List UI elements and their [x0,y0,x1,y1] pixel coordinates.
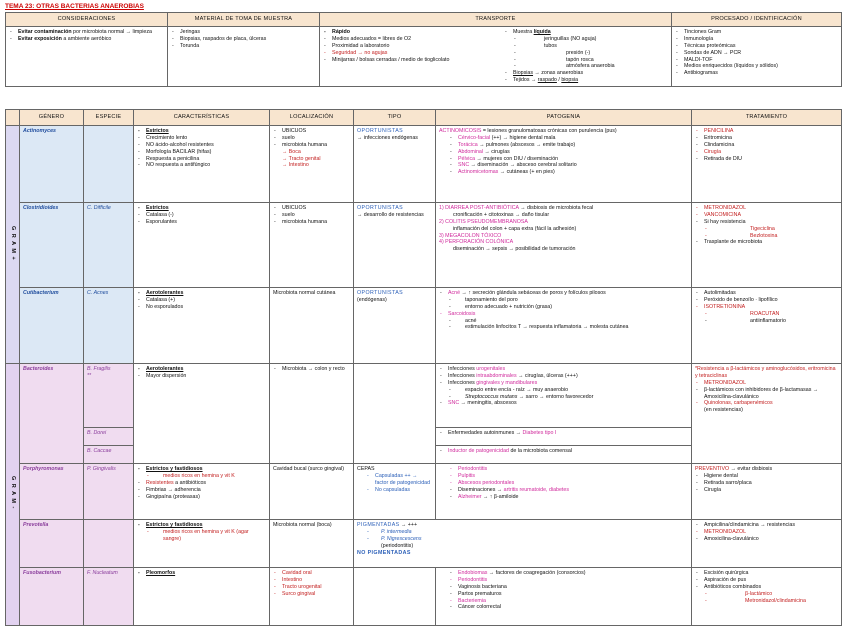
genero-porphyromonas: Porphyromonas [20,464,84,520]
list-item: - METRONIDAZOL [695,380,838,387]
list-item: - Aerotolerantes [137,290,266,297]
procesado-item: - Sondas de ADN → PCR [675,50,838,57]
row-cutibacterium [6,288,842,364]
list-item: - VANCOMICINA [695,212,838,219]
header-patogenia: PATOGENIA [436,110,692,126]
procesado-item: - Inmunología [675,36,838,43]
material-item: - Jeringas [171,29,316,36]
tratamiento-clostridioides [692,203,842,288]
list-item: - UBICUOS [273,128,350,135]
list-item: - Enfermedades autoinmunes → Diabetes tipo I [439,430,688,437]
page-title: TEMA 23: OTRAS BACTERIAS ANAEROBIAS [5,3,144,10]
genero-bacteroides: Bacteroides [20,364,84,464]
header-localizacion: LOCALIZACIÓN [270,110,354,126]
caracteristicas-actinomyces [134,126,270,203]
list-item: - Cirugía [695,487,838,494]
tipo-porphyromonas [354,464,436,520]
text-line: *Resistencia a β-lactámicos y aminoglucósidos, eritromicina y tetraciclinas [695,366,836,379]
list-item: - Crecimiento lento [137,135,266,142]
tipo-cutibacterium [354,288,436,364]
list-item: - Respuesta a penicilina [137,156,266,163]
header-material: MATERIAL DE TOMA DE MUESTRA [168,13,320,27]
text-line: NO PIGMENTADAS [357,549,411,556]
caracteristicas-fusobacterium [134,568,270,626]
tipo-fusobacterium [354,568,436,626]
list-item: - Fimbrias → adherencia [137,487,266,494]
list-item: - Partos prematuros [449,591,688,598]
list-item: - METRONIDAZOL [695,529,838,536]
list-item: - estimulación linfocitos T → respuesta inflamatoria → molesta cutánea [439,324,688,331]
collection-table [5,12,842,87]
text-line: (periodontitis) [381,542,414,549]
list-item: - Eritromicina [695,135,838,142]
patogenia-clostridioides [436,203,692,288]
list-item: - Antibióticos combinados [695,584,838,591]
patogenia-porphyromonas [436,464,692,520]
list-item: - Acné → ↑ secreción glándula sebáceas de poros y folículos pilosos [439,290,688,297]
list-item: - Actinomicetomas → cutáneas (+ en pies) [449,169,688,176]
transporte-item: - Rápido [323,29,498,36]
list-item: - Bacteriemia [449,598,688,605]
localizacion-bacteroides [270,364,354,464]
list-item: - Diseminaciones → artritis reumatoide, diabetes [449,487,688,494]
text-line: → Boca [282,148,301,155]
material-cell [168,27,320,87]
text-line: 4) PERFORACIÓN COLÓNICA [439,239,514,246]
list-item: - Si hay resistencia [695,219,838,226]
tratamiento-cutibacterium [692,288,842,364]
tejidos-item: - Tejidos → raspado / biopsia [504,77,668,84]
list-item: - P. Nigrescescens [357,536,688,543]
list-item: - Pulpitis [449,473,688,480]
text-line: CEPAS [357,466,375,472]
list-item: - PENICILINA [695,128,838,135]
list-item: - NO respuesta a antifúngico [137,162,266,169]
text-line: → infecciones endógenas [357,134,418,141]
tipo-bacteroides [354,364,436,464]
procesado-item: - Tinciones Gram [675,29,838,36]
header-corner [6,110,20,126]
genero-cutibacterium: Cutibacterium [20,288,84,364]
list-item: - suelo [273,135,350,142]
transporte-item: - Seguridad → no agujas [323,50,498,57]
list-item: - Microbiota → colon y recto [273,366,350,373]
list-item: - NO ácido-alcohol resistentes [137,142,266,149]
list-item: - Gingipaína (proteasas) [137,494,266,501]
list-item: - Catalasa (+) [137,297,266,304]
list-item: - Estrictos [137,128,266,135]
text-line: → Tracto genital [282,155,321,162]
header-caracteristicas: CARACTERÍSTICAS [134,110,270,126]
list-item: - Esporulantes [137,219,266,226]
list-item: - espacio entre encía - raíz → muy anaerobio [439,387,688,394]
gram-positive-label: G R A M + [6,126,20,364]
caracteristicas-bacteroides [134,364,270,464]
row-porphyromonas [6,464,842,520]
text-line: OPORTUNISTAS [357,205,404,211]
text-line: (en resistencias) [704,407,743,414]
list-item: - Cavidad oral [273,570,350,577]
list-item: - suelo [273,212,350,219]
list-item: - ISOTRETIONINA [695,304,838,311]
procesado-cell [672,27,842,87]
list-item: - taponamiento del poro [439,297,688,304]
row-clostridioides [6,203,842,288]
list-item: - Capsuladas ++ → factor de patogenicidad [357,473,432,487]
material-item: - Torunda [171,43,316,50]
list-item: - Bezlotoxina [695,233,838,240]
text-line: PREVENTIVO → evitar disbiosis [695,466,773,472]
consideracion-item: - Evitar exposición a ambiente aeróbico [9,36,164,43]
list-item: - Intestino [273,577,350,584]
list-item: - Quinolonas, carbapenémicos [695,400,838,407]
text-line: ** [87,372,92,379]
especie-b-dorei: B. Dorei [84,428,134,446]
tratamiento-fusobacterium [692,568,842,626]
row-actinomyces [6,126,842,203]
list-item: - Higiene dental [695,473,838,480]
list-item: - Alzheimer → ↑ β-amiloide [449,494,688,501]
list-item: - Estrictos y fastidiosos [137,466,266,473]
jeringuillas-item: - jeringuillas (NO aguja) [504,36,668,43]
row-fusobacterium [6,568,842,626]
list-item: - Aerotolerantes [137,366,266,373]
list-item: - microbiota humana [273,219,350,226]
list-item: - medios ricos en hemina y vit K [137,473,266,480]
text-line: OPORTUNISTAS [357,128,404,134]
list-item: - ROACUTAN [695,311,838,318]
text-line: diseminación → sepsis → posibilidad de tumoración [453,246,576,253]
list-item: - Streptococcus mutans → sarro → entorno favorecedor [439,394,688,401]
list-item: - Estrictos [137,205,266,212]
row-prevotella [6,520,842,568]
list-item: - Torácica → pulmones (abscesos → emite trabajo) [449,142,688,149]
caracteristicas-clostridioides [134,203,270,288]
list-item: - Cérvico-facial (++) → higiene dental mala [449,135,688,142]
patogenia-cutibacterium [436,288,692,364]
especie-cutibacterium: C. Acnes [84,288,134,364]
bacteria-table [5,109,842,626]
especie-b-fragilis: B. Fragilis ** [84,364,134,428]
list-item: - Inductor de patogenicidad de la microbiota comensal [439,448,688,455]
list-item: - Cáncer colorrectal [449,604,688,611]
list-item: - Aspiración de pus [695,577,838,584]
header-procesado: PROCESADO / IDENTIFICACIÓN [672,13,842,27]
localizacion-cutibacterium: Microbiota normal cutánea [270,288,354,364]
especie-b-caccae: B. Caccae [84,446,134,464]
transporte-item: - Minijarras / bolsas cerradas / medio de tioglicolato [323,57,498,64]
list-item: - Infecciones intraabdominales → cirugías, úlceras (+++) [439,373,688,380]
list-item: - Cirugía [695,149,838,156]
text-line: 1) DIARREA POST-ANTIBIÓTICA → disbiosis de microbiota fecal [439,205,594,211]
list-item: - Tigeciclina [695,226,838,233]
list-item: - Abscesos periodontales [449,480,688,487]
localizacion-porphyromonas: Cavidad bucal (surco gingival) [270,464,354,520]
text-line: 3) MEGACOLON TÓXICO [439,232,502,239]
localizacion-prevotella: Microbiota normal (boca) [270,520,354,568]
localizacion-fusobacterium [270,568,354,626]
list-item: - entorno adecuado + nutrición (grasa) [439,304,688,311]
tratamiento-bacteroides [692,364,842,464]
material-item: - Biopsias, raspados de placa, úlceras [171,36,316,43]
text-line: inflamación del colon + capa extra (fácil la adhesión) [453,225,577,232]
list-item: - Metronidazol/clindamicina [695,598,838,605]
especie-f-nucleatum: F. Nucleatum [84,568,134,626]
text-line: cronificación + citotoxinas → daño tisular [453,211,550,218]
list-item: - SNC → meningitis, abscesos [439,400,688,407]
list-item: - Endobiomas → factores de coagregación (consorcios) [449,570,688,577]
text-line: 2) COLITIS PSEUDOMEMBRANOSA [439,218,528,225]
header-transporte: TRANSPORTE [320,13,672,27]
especie-clostridioides: C. Difficile [84,203,134,288]
list-item: - medios ricos en hemina y vit K (agar sangre) [137,529,266,543]
patogenia-fusobacterium [436,568,692,626]
text-line: (endógenas) [357,296,387,303]
atmosfera-item: - atmósfera anaerobia [504,63,668,70]
tratamiento-porphyromonas [692,464,842,520]
patogenia-bacteroides-1 [436,364,692,428]
caracteristicas-cutibacterium [134,288,270,364]
list-item: - Sarcoidosis [439,311,688,318]
list-item: - Pleomorfos [137,570,266,577]
header-tratamiento: TRATAMIENTO [692,110,842,126]
especie-actinomyces [84,126,134,203]
list-item: - Retirada sarro/placa [695,480,838,487]
procesado-item: - MALDI-TOF [675,57,838,64]
list-item: - Mayor dispersión [137,373,266,380]
gram-negative-label: G R A M - [6,364,20,626]
list-item: - Clindamicina [695,142,838,149]
list-item: - METRONIDAZOL [695,205,838,212]
procesado-item: - Antibiogramas [675,70,838,77]
list-item: - Amoxicilina-clavulánico [695,536,838,543]
tipo-actinomyces [354,126,436,203]
list-item: - SNC → diseminación → absceso cerebral solitario [449,162,688,169]
header-tipo: TIPO [354,110,436,126]
list-item: - Surco gingival [273,591,350,598]
list-item: - Autolimitadas [695,290,838,297]
transporte-item: - Proximidad a laboratorio [323,43,498,50]
list-item: - Morfología BACILAR (hifas) [137,149,266,156]
genero-fusobacterium: Fusobacterium [20,568,84,626]
muestra-liquida: - Muestra líquida [504,29,668,36]
tipo-prevotella [354,520,692,568]
localizacion-actinomyces [270,126,354,203]
tratamiento-prevotella [692,520,842,568]
list-item: - β-lactámico [695,591,838,598]
list-item: - P. intermedia [357,529,688,536]
header-especie: ESPECIE [84,110,134,126]
list-item: - Vaginosis bacteriana [449,584,688,591]
list-item: - Estrictos y fastidiosos [137,522,266,529]
text-line: PIGMENTADAS → +++ [357,522,418,528]
list-item: - Periodontitis [449,577,688,584]
especie-prevotella [84,520,134,568]
list-item: - antiinflamatorio [695,318,838,325]
procesado-item: - Técnicas proteómicas [675,43,838,50]
caracteristicas-prevotella [134,520,270,568]
patogenia-bacteroides-2 [436,428,692,446]
list-item: - No esporulados [137,304,266,311]
patogenia-actinomyces: ACTINOMICOSIS = lesiones granulomatosas crónicas con purulencia (pus) - Cérvico-facial (++) → higiene dental mala - Torácica → pulmones (abscesos → emite trabajo) - Abdominal → cirugías - Pélvica → mujeres con DIU / diseminación - SNC → diseminación → absceso cerebral solitario - Actinomicetomas → cutáneas (+ en pies) [436,126,692,203]
list-item: - Abdominal → cirugías [449,149,688,156]
list-item: - Periodontitis [449,466,688,473]
text-line: → desarrollo de resistencias [357,211,424,218]
list-item: - β-lactámicos con inhibidores de β-lactamasas → Amoxicilina-clavulánico [695,387,838,401]
list-item: - Ampicilina/clindamicina → resistencias [695,522,838,529]
procesado-item: - Medios enriquecidos (líquidos y sólidos) [675,63,838,70]
transporte-cell [320,27,672,87]
list-item: - microbiota humana [273,142,350,149]
list-item: - Tracto urogenital [273,584,350,591]
list-item: - Catalasa (-) [137,212,266,219]
list-item: - Pélvica → mujeres con DIU / diseminación [449,156,688,163]
tratamiento-actinomyces [692,126,842,203]
row-bacteroides-fragilis [6,364,842,428]
list-item: - Infecciones gingivales y mandibulares [439,380,688,387]
caracteristicas-porphyromonas [134,464,270,520]
list-item: - UBICUOS [273,205,350,212]
genero-clostridioides: Clostridioides [20,203,84,288]
list-item: - Resistentes a antibióticos [137,480,266,487]
list-item: - Trasplante de microbiota [695,239,838,246]
list-item: - Retirada de DIU [695,156,838,163]
list-item: - Escisión quirúrgica [695,570,838,577]
list-item: - acné [439,318,688,325]
genero-actinomyces: Actinomyces [20,126,84,203]
list-item: - No capsuladas [357,487,432,494]
presion-item: - presión (-) [504,50,668,57]
patogenia-bacteroides-3 [436,446,692,464]
transporte-item: - Medios adecuados = libres de O2 [323,36,498,43]
list-item: - Peróxido de benzoílo · lipofílico [695,297,838,304]
consideraciones-cell [6,27,168,87]
especie-p-gingivalis: P. Gingivalis [84,464,134,520]
consideracion-item: - Evitar contaminación por microbiota normal → limpieza [9,29,164,36]
text-line: → Intestino [282,162,309,169]
text-line: OPORTUNISTAS [357,290,404,296]
tubos-item: - tubos [504,43,668,50]
localizacion-clostridioides [270,203,354,288]
tipo-clostridioides [354,203,436,288]
header-consideraciones: CONSIDERACIONES [6,13,168,27]
genero-prevotella: Prevotella [20,520,84,568]
header-genero: GÉNERO [20,110,84,126]
tapon-item: - tapón rosca [504,57,668,64]
list-item: - Infecciones urogenitales [439,366,688,373]
biopsias-item: - Biopsias → zonas anaerobias [504,70,668,77]
